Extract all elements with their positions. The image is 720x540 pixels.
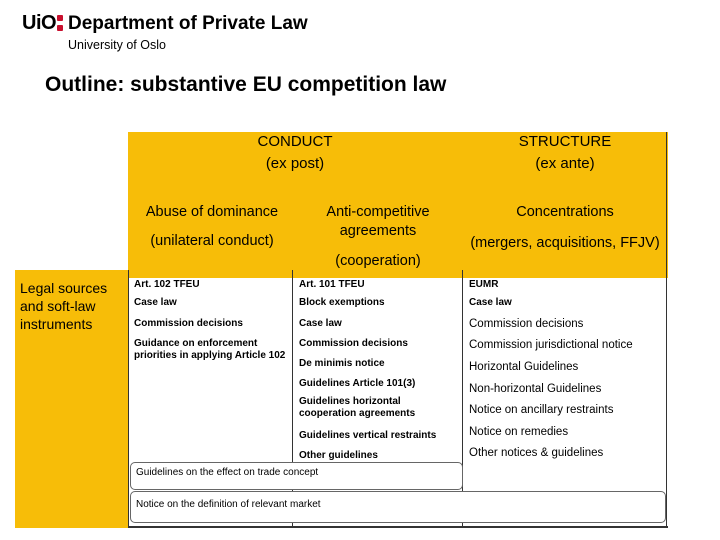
header-abuse: Abuse of dominance [145,204,279,220]
list-item: Notice on remedies [469,426,569,438]
list-item: Commission decisions [299,338,408,349]
column-concentrations-items [469,278,664,468]
list-item: Guidelines horizontal cooperation agreements [299,396,416,419]
list-item: Other guidelines [299,450,378,461]
column-agreements-items [299,279,459,464]
header-cooperation: (cooperation) [335,253,421,269]
header-concentrations: Concentrations [516,204,614,220]
list-item: Case law [299,318,342,329]
list-item: Art. 101 TFEU [299,279,365,290]
list-item: Guidance on enforcement priorities in applying Article 102 [134,338,286,361]
header-mergers: (mergers, acquisitions, FFJV) [470,235,660,251]
logo-university: University of Oslo [68,38,166,52]
header-unilateral: (unilateral conduct) [150,233,274,249]
list-item: Horizontal Guidelines [469,361,579,373]
list-item: Case law [469,297,512,308]
list-item: Commission decisions [134,318,243,329]
list-item: Notice on ancillary restraints [469,404,614,416]
divider-col-3 [462,270,463,528]
list-item: De minimis notice [299,358,385,369]
list-item: Other notices & guidelines [469,447,604,459]
header-structure: STRUCTURE (ex ante) [518,133,612,172]
list-item: Commission jurisdictional notice [469,339,633,351]
divider-col-1 [128,270,129,528]
logo-colon-icon [57,14,63,32]
header-anticompetitive: Anti-competitive agreements [326,204,430,239]
list-item: Guidelines vertical restraints [299,430,437,441]
list-item: Case law [134,297,177,308]
table-bottom-line [128,526,668,528]
list-item: EUMR [469,279,499,290]
column-abuse-items [134,279,289,379]
page-title: Outline: substantive EU competition law [45,73,447,96]
list-item: Commission decisions [469,318,584,330]
row-label-legal-sources: Legal sources and soft-law instruments [20,280,108,332]
list-item: Block exemptions [299,297,385,308]
logo-department: Department of Private Law [68,13,308,34]
header-conduct: CONDUCT (ex post) [257,133,333,172]
divider-col-4 [666,132,667,528]
logo-mark: UiO [22,12,57,34]
box-relevant-market: Notice on the definition of relevant market [130,491,666,523]
list-item: Art. 102 TFEU [134,279,200,290]
list-item: Non-horizontal Guidelines [469,383,602,395]
list-item: Guidelines Article 101(3) [299,378,416,389]
box-effect-on-trade: Guidelines on the effect on trade concept [130,462,463,490]
